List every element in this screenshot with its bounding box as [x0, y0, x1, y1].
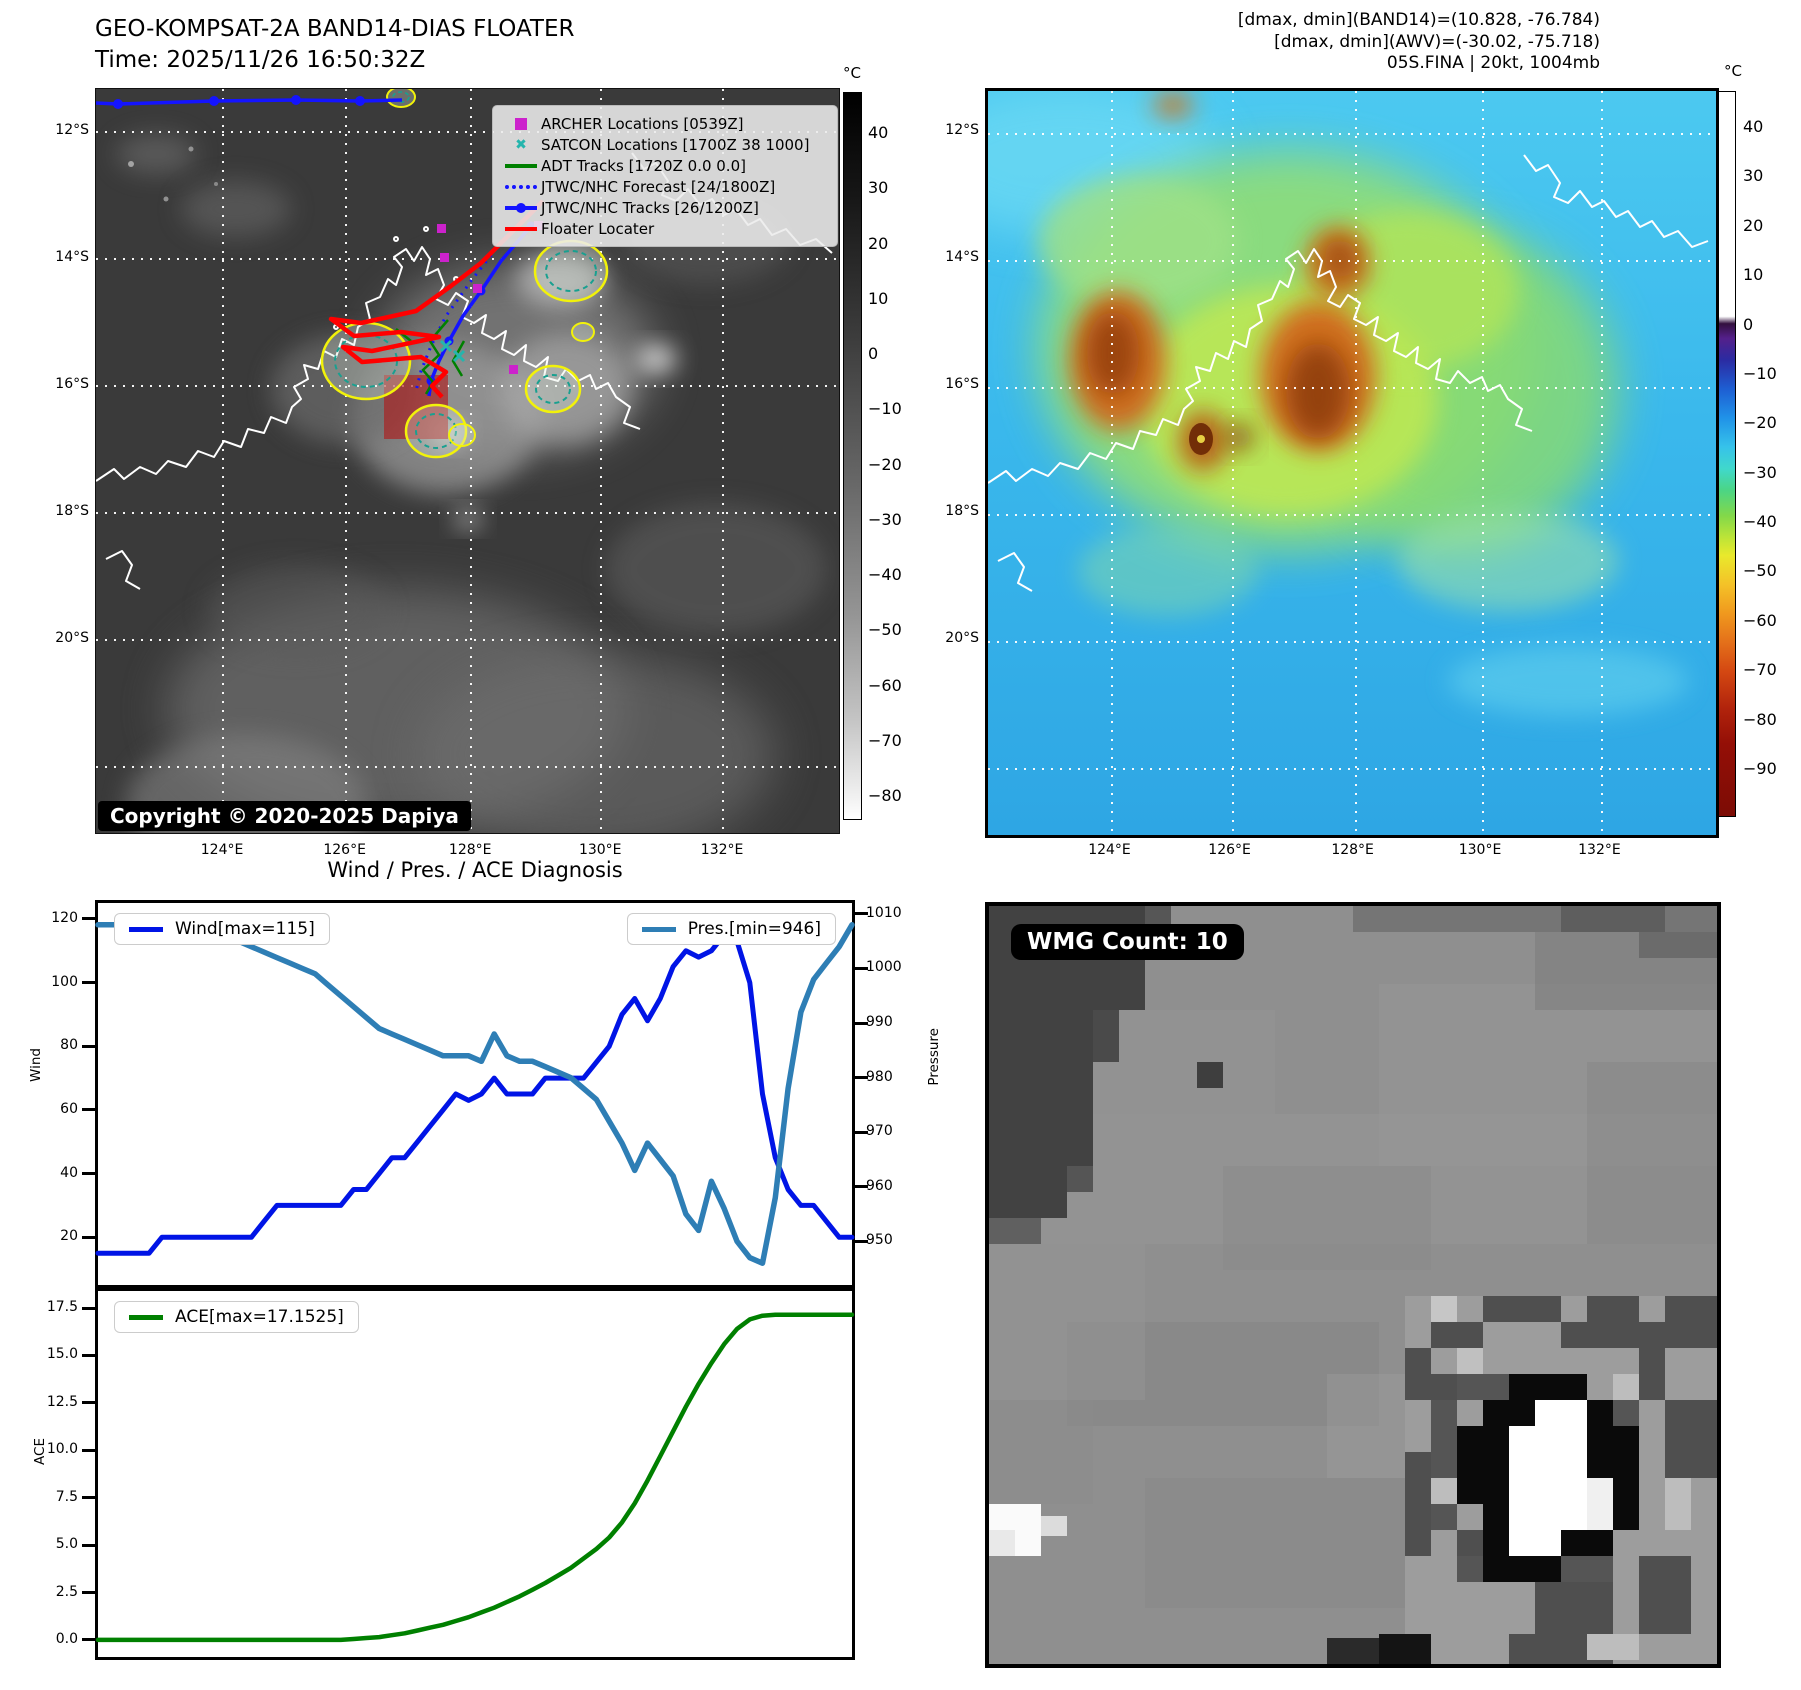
colorbar-tick-label: −30	[868, 509, 902, 529]
colorbar-tick-label: −60	[1743, 610, 1777, 630]
band14-time: Time: 2025/11/26 16:50:32Z	[95, 47, 426, 73]
legend-item-label: SATCON Locations [1700Z 38 1000]	[541, 135, 810, 154]
colorbar-tick-label: −40	[868, 565, 902, 584]
awv-satellite-map	[985, 88, 1719, 838]
colorbar-tick-label: −20	[868, 454, 902, 474]
wmg-count-badge: WMG Count: 10	[1011, 924, 1244, 960]
colorbar-tick-label: 20	[1743, 215, 1764, 235]
ace-legend-label: ACE[max=17.1525]	[175, 1307, 344, 1327]
legend-square-icon	[501, 118, 541, 130]
colorbar-tick-label: −30	[1743, 462, 1777, 482]
lat-tick-label: 18°S	[55, 503, 89, 520]
tick-label: 2.5	[55, 1583, 78, 1600]
colorbar-tick-label: 20	[868, 233, 889, 253]
colorbar-tick-label: 40	[1743, 117, 1764, 136]
ace-line-swatch	[129, 1315, 163, 1320]
tick-label: 100	[51, 973, 78, 990]
band14-colorbar	[843, 92, 862, 820]
legend-line-icon	[501, 227, 541, 231]
legend-item	[501, 176, 827, 197]
colorbar-tick-label: −90	[1743, 758, 1777, 778]
colorbar-tick-label: −50	[868, 620, 902, 640]
wind-series-line	[98, 935, 852, 1253]
legend-item	[501, 197, 827, 218]
wmg-pixel-image	[989, 906, 1717, 1664]
wind-pressure-chart	[51, 900, 902, 1288]
tick-label: 40	[60, 1164, 78, 1181]
lon-tick-label: 130°E	[578, 842, 622, 858]
colorbar-tick-label: 0	[868, 344, 879, 363]
lon-tick-label: 126°E	[323, 842, 366, 858]
tick-label: 990	[866, 1014, 893, 1031]
ace-legend	[114, 1301, 359, 1333]
ace-chart	[46, 1288, 855, 1660]
tick-label: 80	[60, 1037, 78, 1054]
lat-tick-label: 12°S	[55, 122, 89, 139]
band14-title-block	[95, 14, 575, 76]
colorbar-tick-label: −10	[868, 399, 902, 419]
wind-legend-label: Wind[max=115]	[175, 919, 315, 939]
tick-label: 12.5	[46, 1393, 78, 1410]
colorbar-tick-label: −10	[1743, 363, 1777, 383]
colorbar-tick-label: 30	[1743, 166, 1764, 186]
legend-line-icon	[501, 164, 541, 168]
colorbar-tick-label: 10	[868, 288, 889, 308]
tick-mark	[82, 981, 95, 984]
legend-item-label: ARCHER Locations [0539Z]	[541, 114, 744, 133]
legend-item	[501, 155, 827, 176]
awv-colorbar	[1718, 91, 1736, 817]
lat-tick-label: 20°S	[945, 629, 979, 646]
tick-label: 60	[60, 1100, 78, 1117]
wind-line-swatch	[129, 927, 163, 932]
lon-tick-label: 124°E	[200, 842, 244, 858]
tick-mark	[82, 1307, 95, 1310]
lon-tick-label: 128°E	[448, 842, 492, 858]
colorbar-tick-label: −20	[1743, 413, 1777, 433]
wmg-storm-blob	[1405, 1296, 1717, 1664]
legend-item-label: JTWC/NHC Tracks [26/1200Z]	[541, 198, 759, 217]
wmg-dark-pixel	[1197, 1062, 1223, 1088]
tick-label: 5.0	[55, 1536, 78, 1553]
lat-tick-label: 18°S	[945, 503, 979, 520]
ace-axis-label: ACE	[32, 1438, 48, 1465]
tick-mark	[82, 1401, 95, 1404]
tick-mark	[82, 1638, 95, 1641]
colorbar-tick-label: −70	[868, 730, 902, 750]
legend-item	[501, 218, 827, 239]
lat-tick-label: 12°S	[945, 122, 979, 139]
legend-item-label: ADT Tracks [1720Z 0.0 0.0]	[541, 156, 746, 175]
awv-colorbar-ticks	[1743, 91, 1777, 815]
band14-satellite-map	[95, 88, 840, 834]
awv-annotation-band14: [dmax, dmin](BAND14)=(10.828, -76.784)	[1237, 10, 1600, 30]
colorbar-tick-label: −70	[1743, 660, 1777, 680]
lon-tick-label: 130°E	[1458, 842, 1502, 858]
pressure-legend	[627, 913, 836, 945]
legend-item	[501, 134, 827, 155]
lat-tick-label: 14°S	[945, 248, 979, 265]
colorbar-tick-label: −80	[1743, 709, 1777, 729]
legend-item	[501, 113, 827, 134]
lon-tick-label: 128°E	[1331, 842, 1374, 858]
tick-mark	[82, 1172, 95, 1175]
lon-tick-label: 124°E	[1088, 842, 1131, 858]
colorbar-tick-label: 40	[868, 123, 889, 142]
legend-item-label: JTWC/NHC Forecast [24/1800Z]	[541, 177, 776, 196]
tick-mark	[82, 1449, 95, 1452]
pressure-series-line	[98, 925, 852, 1263]
tick-label: 120	[51, 909, 78, 926]
awv-map-image	[988, 91, 1716, 835]
diagnosis-title: Wind / Pres. / ACE Diagnosis	[327, 858, 623, 882]
lat-tick-label: 20°S	[55, 629, 89, 646]
colorbar-tick-label: −40	[1743, 512, 1777, 531]
pressure-line-swatch	[642, 927, 676, 932]
pressure-axis-label: Pressure	[926, 1028, 942, 1086]
colorbar-tick-label: 30	[868, 178, 889, 198]
tick-mark	[82, 1496, 95, 1499]
wmg-panel	[985, 902, 1721, 1668]
awv-colorbar-unit: °C	[1724, 62, 1742, 80]
legend-dotted-icon	[501, 185, 541, 189]
tick-label: 970	[866, 1123, 893, 1140]
awv-annotation-awv: [dmax, dmin](AWV)=(-30.02, -75.718)	[1274, 31, 1600, 52]
lat-tick-label: 16°S	[945, 375, 979, 392]
wind-legend	[114, 913, 330, 945]
tick-mark	[82, 917, 95, 920]
awv-annotations	[1100, 10, 1600, 75]
tick-mark	[82, 1108, 95, 1111]
wmg-bottom-dark	[1327, 1634, 1431, 1664]
lon-tick-label: 132°E	[1578, 842, 1621, 858]
legend-x-icon: ✖	[515, 136, 527, 153]
tick-mark	[82, 1354, 95, 1357]
tick-label: 0.0	[55, 1630, 78, 1647]
lat-tick-label: 14°S	[55, 248, 89, 265]
colorbar-tick-label: 10	[1743, 265, 1764, 285]
tick-label: 950	[866, 1232, 893, 1249]
lon-tick-label: 126°E	[1208, 842, 1251, 858]
tick-label: 980	[866, 1068, 893, 1085]
copyright-badge: Copyright © 2020-2025 Dapiya	[98, 801, 471, 831]
pressure-legend-label: Pres.[min=946]	[687, 919, 821, 939]
tick-label: 960	[866, 1177, 893, 1194]
tick-label: 20	[60, 1228, 78, 1245]
wind-axis-label: Wind	[28, 1048, 44, 1082]
awv-annotation-storm: 05S.FINA | 20kt, 1004mb	[1386, 53, 1600, 73]
tick-label: 17.5	[46, 1299, 78, 1316]
colorbar-tick-label: 0	[1743, 314, 1754, 334]
ace-plot	[98, 1291, 852, 1657]
lon-tick-label: 132°E	[700, 842, 744, 858]
tick-label: 1000	[866, 959, 902, 976]
colorbar-tick-label: −60	[868, 675, 902, 695]
tick-mark	[82, 1544, 95, 1547]
tick-label: 15.0	[46, 1346, 78, 1363]
ace-series-line	[98, 1315, 852, 1640]
colorbar-tick-label: −50	[1743, 561, 1777, 581]
wind-pressure-plot	[98, 903, 852, 1285]
tick-label: 1010	[866, 904, 902, 921]
tick-mark	[82, 1591, 95, 1594]
legend-item-label: Floater Locater	[541, 219, 655, 238]
band14-title: GEO-KOMPSAT-2A BAND14-DIAS FLOATER	[95, 16, 575, 42]
band14-colorbar-ticks	[868, 92, 902, 818]
lat-tick-label: 16°S	[55, 375, 89, 392]
tick-label: 7.5	[55, 1488, 78, 1505]
tick-mark	[82, 1236, 95, 1239]
legend-linedot-icon	[501, 206, 541, 210]
map-legend	[492, 105, 838, 247]
band14-colorbar-unit: °C	[843, 64, 861, 82]
colorbar-tick-label: −80	[868, 786, 902, 805]
tick-mark	[82, 1045, 95, 1048]
tick-label: 10.0	[46, 1441, 78, 1458]
